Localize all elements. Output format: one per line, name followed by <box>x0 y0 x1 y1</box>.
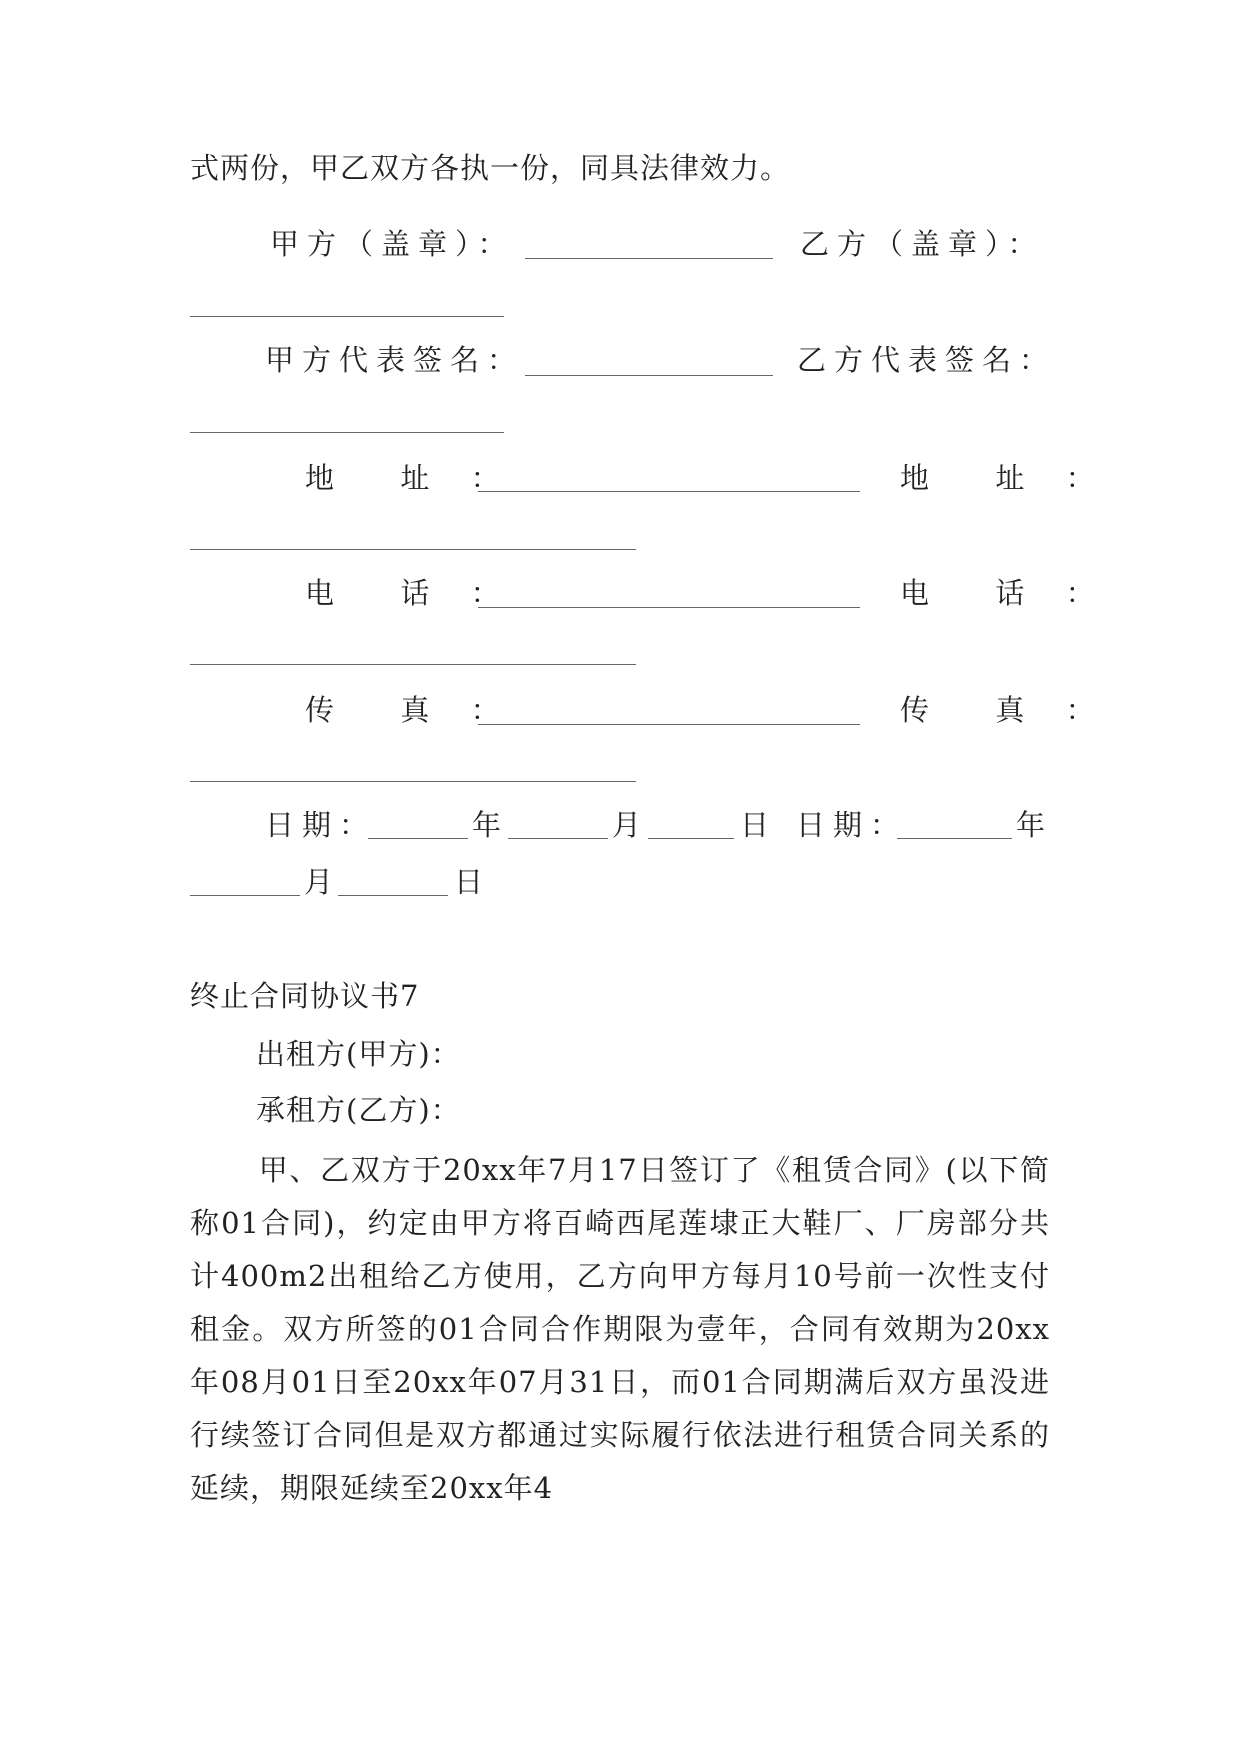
date-b-month: 月 <box>304 865 334 899</box>
party-b-seal-blank <box>190 316 504 317</box>
fax-b-label: 传 真 ： <box>900 693 1111 727</box>
fax-a-label: 传 真 ： <box>305 693 516 727</box>
fax-b-blank <box>190 781 636 782</box>
date-b-day: 日 <box>454 865 484 899</box>
party-b-rep-blank <box>190 432 504 433</box>
date-b-label: 日期： <box>796 808 908 842</box>
date-b-month-blank <box>190 895 300 896</box>
fax-a-blank <box>478 724 860 725</box>
address-a-label: 地 址 ： <box>305 461 516 495</box>
phone-a-blank <box>478 607 860 608</box>
lessee-label: 承租方(乙方)： <box>256 1093 461 1127</box>
party-b-seal-label: 乙方（盖章）： <box>800 227 1045 261</box>
agreement-body <box>190 1144 1050 1515</box>
phone-b-blank <box>190 664 636 665</box>
phone-a-label: 电 话 ： <box>305 576 516 610</box>
date-a-month: 月 <box>612 808 642 842</box>
party-a-seal-label: 甲方（盖章）： <box>270 227 515 261</box>
address-b-label: 地 址 ： <box>900 461 1111 495</box>
date-b-year: 年 <box>1016 808 1046 842</box>
date-a-year-blank <box>368 838 468 839</box>
agreement-body-text: 甲、乙双方于20xx年7月17日签订了《租赁合同》(以下简称01合同)，约定由甲方将百崎西尾莲埭正大鞋厂、厂房部分共计400m2出租给乙方使用，乙方向甲方每月10号前一次性支付租金。双方所签的01合同合作期限为壹年，合同有效期为20xx年08月01日至20xx年07月31日，而01合同期满后双方虽没进行续签订合同但是双方都通过实际履行依法进行租赁合同关系的延续，期限延续至20xx年4 <box>190 1153 1050 1505</box>
address-a-blank <box>478 491 860 492</box>
date-a-month-blank <box>508 838 608 839</box>
phone-b-label: 电 话 ： <box>900 576 1111 610</box>
date-b-year-blank <box>897 838 1012 839</box>
date-a-year: 年 <box>472 808 502 842</box>
lessor-label: 出租方(甲方)： <box>256 1037 461 1071</box>
date-b-day-blank <box>338 895 448 896</box>
address-b-blank <box>190 549 636 550</box>
date-a-day: 日 <box>740 808 770 842</box>
party-a-rep-label: 甲方代表签名： <box>265 343 525 377</box>
party-a-rep-blank <box>525 375 773 376</box>
date-a-day-blank <box>648 838 734 839</box>
party-b-rep-label: 乙方代表签名： <box>797 343 1057 377</box>
intro-tail-line: 式两份，甲乙双方各执一份，同具法律效力。 <box>190 151 791 185</box>
party-a-seal-blank <box>525 258 773 259</box>
date-a-label: 日期： <box>265 808 377 842</box>
agreement-title: 终止合同协议书7 <box>190 979 420 1013</box>
